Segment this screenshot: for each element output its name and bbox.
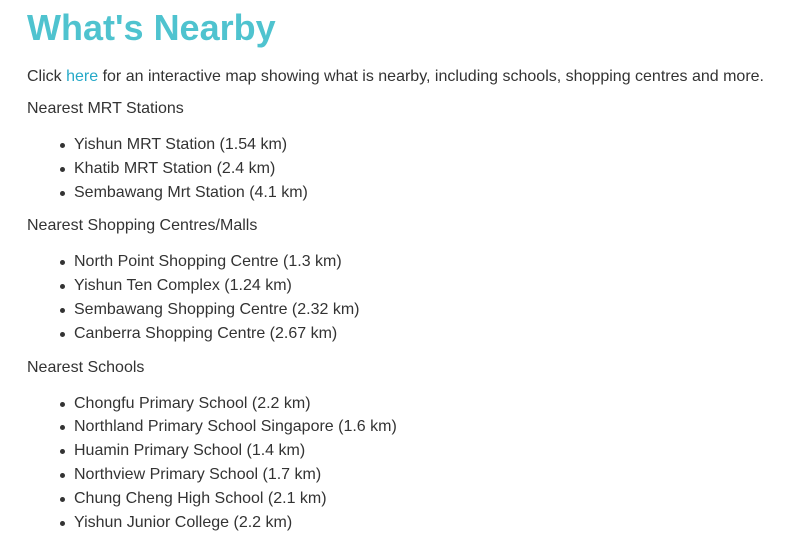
bullet-icon [60, 402, 65, 407]
bullet-icon [60, 308, 65, 313]
list-item [74, 250, 797, 274]
bullet-icon [60, 521, 65, 526]
list-item-label: Yishun MRT Station (1.54 km) [74, 136, 288, 153]
mrt-stations-list [27, 133, 797, 204]
mrt-stations-heading: Nearest MRT Stations [27, 100, 184, 117]
list-item [74, 463, 797, 487]
bullet-icon [60, 473, 65, 478]
schools-list [27, 392, 797, 534]
shopping-centres-list [27, 250, 797, 345]
list-item [74, 439, 797, 463]
list-item [74, 181, 797, 205]
list-item-label: Khatib MRT Station (2.4 km) [74, 159, 276, 177]
list-item-label: Yishun Junior College (2.2 km) [74, 513, 293, 531]
list-item [74, 487, 797, 511]
list-item [74, 322, 797, 346]
list-item-label: Northview Primary School (1.7 km) [74, 465, 322, 483]
list-item-label: Yishun Ten Complex (1.24 km) [74, 277, 292, 295]
list-item-label: Chongfu Primary School (2.2 km) [74, 394, 311, 412]
list-item-label: Huamin Primary School (1.4 km) [74, 442, 306, 460]
bullet-icon [60, 332, 65, 337]
list-item-label: Northland Primary School Singapore (1.6 km) [74, 418, 397, 436]
list-item [74, 274, 797, 298]
list-item [74, 415, 797, 439]
bullet-icon [60, 497, 65, 502]
list-item-label: Chung Cheng High School (2.1 km) [74, 489, 327, 507]
intro-prefix: Click [27, 68, 67, 85]
list-item-label: Canberra Shopping Centre (2.67 km) [74, 324, 338, 342]
list-item [74, 298, 797, 322]
intro-suffix: for an interactive map showing what is nearby, including schools, shopping centres and more. [98, 68, 764, 85]
schools-heading: Nearest Schools [27, 358, 145, 376]
page-title: What's Nearby [27, 7, 276, 48]
intro-text [27, 66, 797, 88]
bullet-icon [60, 449, 65, 454]
list-item [74, 392, 797, 416]
shopping-centres-heading: Nearest Shopping Centres/Malls [27, 217, 258, 235]
bullet-icon [60, 191, 65, 196]
list-item-label: North Point Shopping Centre (1.3 km) [74, 253, 342, 271]
bullet-icon [60, 425, 65, 430]
bullet-icon [60, 260, 65, 265]
bullet-icon [60, 167, 65, 172]
list-item [74, 157, 797, 181]
list-item [74, 511, 797, 534]
nearby-content [27, 0, 797, 534]
bullet-icon [60, 143, 65, 148]
list-item-label: Sembawang Mrt Station (4.1 km) [74, 183, 308, 201]
list-item-label: Sembawang Shopping Centre (2.32 km) [74, 300, 360, 318]
list-item [74, 133, 797, 157]
bullet-icon [60, 284, 65, 289]
interactive-map-link[interactable]: here [66, 68, 99, 85]
